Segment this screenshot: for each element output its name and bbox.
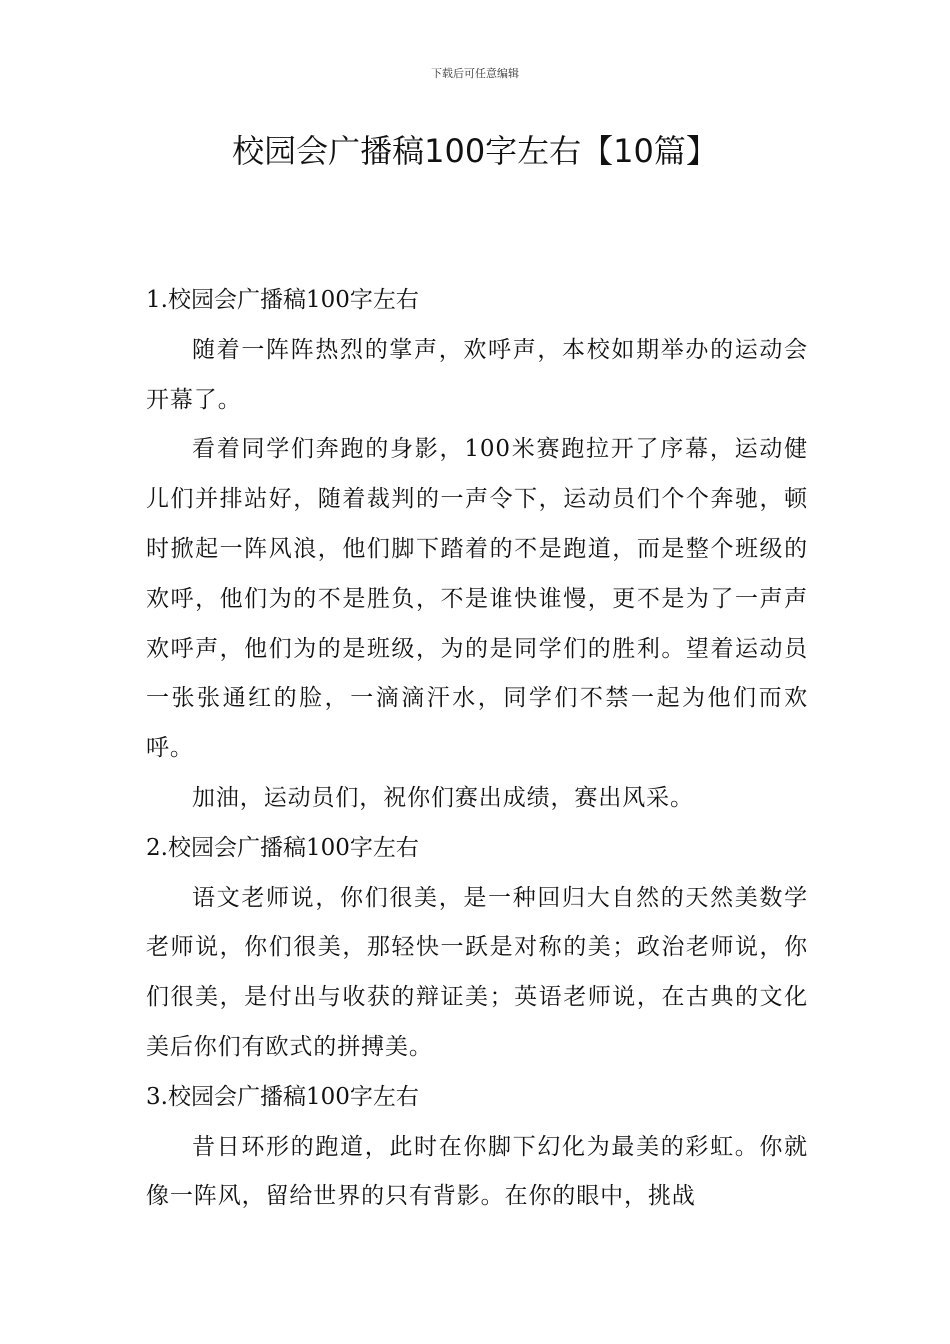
- section-1: [146, 276, 808, 824]
- paragraph: 语文老师说，你们很美，是一种回归大自然的天然美数学老师说，你们很美，那轻快一跃是对称的美；政治老师说，你们很美，是付出与收获的辩证美；英语老师说，在古典的文化美后你们有欧式的拼搏美。: [146, 884, 808, 1060]
- paragraph: 加油，运动员们，祝你们赛出成绩，赛出风采。: [192, 784, 694, 811]
- section-heading: 2.校园会广播稿100字左右: [146, 834, 419, 861]
- document-body: [146, 276, 808, 1222]
- page-header-note: 下载后可任意编辑: [431, 67, 519, 80]
- document-title: 校园会广播稿100字左右【10篇】: [232, 132, 718, 170]
- paragraph: 看着同学们奔跑的身影，100米赛跑拉开了序幕，运动健儿们并排站好，随着裁判的一声令下，运动员们个个奔驰，顿时掀起一阵风浪，他们脚下踏着的不是跑道，而是整个班级的欢呼，他们为的不是胜负，不是谁快谁慢，更不是为了一声声欢呼声，他们为的是班级，为的是同学们的胜利。望着运动员一张张通红的脸，一滴滴汗水，同学们不禁一起为他们而欢呼。: [146, 436, 808, 762]
- section-heading: 1.校园会广播稿100字左右: [146, 287, 419, 313]
- paragraph: 昔日环形的跑道，此时在你脚下幻化为最美的彩虹。你就像一阵风，留给世界的只有背影。在你的眼中，挑战: [146, 1133, 808, 1210]
- section-heading: 3.校园会广播稿100字左右: [146, 1083, 419, 1110]
- section-3: [146, 1073, 808, 1222]
- paragraph: 随着一阵阵热烈的掌声，欢呼声，本校如期举办的运动会开幕了。: [146, 336, 808, 413]
- section-2: [146, 824, 808, 1073]
